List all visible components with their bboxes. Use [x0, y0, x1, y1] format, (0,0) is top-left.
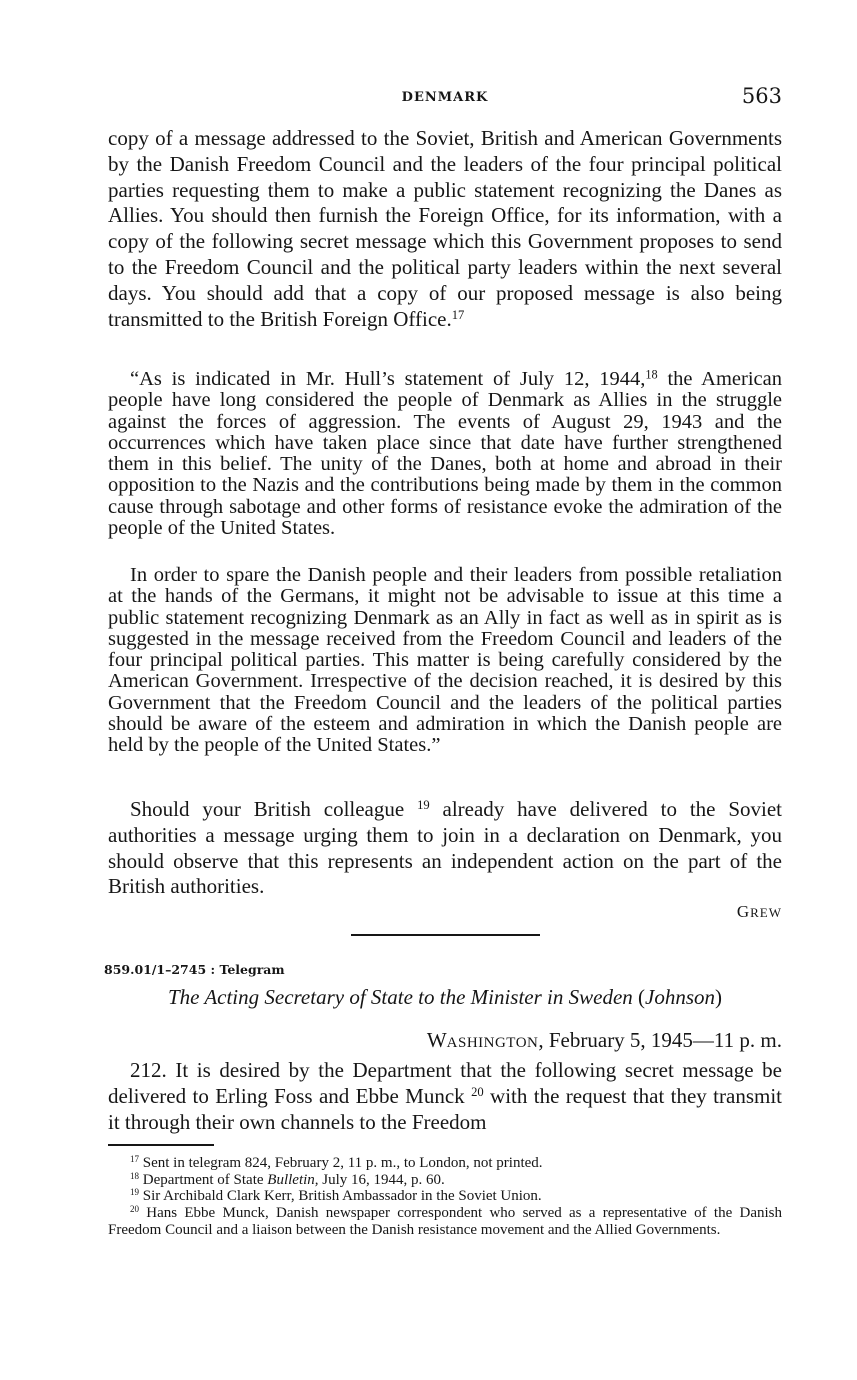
page-number: 563 [741, 84, 782, 108]
paragraph-instructions: copy of a message addressed to the Soviet, British and American Governments by the Danish Freedom Council and the leaders of the four principal political parties requesting them to make a public statement recognizing the Danes as Allies. You should then furnish the Foreign Office, for its information, with a copy of the following secret message which this Government proposes to send to the Freedom Council and the political party leaders within the next several days. You should add that a copy of our proposed message is also being transmitted to the British Foreign Office.$^{17}$ [108, 126, 782, 331]
paragraph-telegram-212: 212. It is desired by the Department that the following secret message be delivered to Erling Foss and Ebbe Munck $^{20}$ with the request that they transmit it through their own channels to the Freedom [108, 1058, 782, 1134]
quoted-message-paragraph-2: In order to spare the Danish people and their leaders from possible retaliation at the hands of the Germans, it might not be advisable to issue at this time a public statement recognizing Denmark as an Ally in fact as well as in spirit as is suggested in the message received from the Freedom Council and leaders of the four principal political parties. This matter is being carefully considered by the American Government. Irrespective of the decision reached, it is desired by this Government that the Freedom Council and the leaders of the political parties should be aware of the esteem and admiration in which the Danish people are held by the people of the United States.” [108, 564, 782, 757]
footnote-ref-18: 18 [645, 367, 658, 382]
dateline: WASHINGTON, February 5, 1945—11 p. m. [426, 1028, 782, 1052]
footnote-ref-17: 17 [451, 307, 465, 322]
running-title: DENMARK [401, 90, 489, 105]
footnote-rule [108, 1144, 214, 1146]
section-divider [351, 934, 540, 936]
file-reference: 859.01/1–2745 : Telegram [104, 962, 285, 977]
footnotes [108, 1155, 782, 1239]
document-heading: The Acting Secretary of State to the Minister in Sweden (Johnson) [167, 985, 723, 1009]
quoted-message-paragraph-1: “As is indicated in Mr. Hull’s statement of July 12, 1944,18 the American people have long considered the people of Denmark as Allies in the struggle against the forces of aggression. The events of August 29, 1943 and the occurrences which have taken place since that date have further strengthened them in this belief. The unity of the Danes, both at home and abroad in their opposition to the Nazis and the contributions being made by them in the common cause through sabotage and other forms of resistance evoke the admiration of the people of the United States. [108, 367, 783, 540]
footnote-ref-20: 20 [471, 1084, 484, 1099]
footnote-17: $^{17}$ Sent in telegram 824, February 2, 11 p. m., to London, not printed. [130, 1154, 543, 1171]
paragraph-british-colleague: Should your British colleague $^{19}$ already have delivered to the Soviet authorities a message urging them to join in a declaration on Denmark, you should observe that this represents an independent action on the part of the British authorities. [108, 797, 782, 899]
running-head [108, 84, 782, 110]
signature: GREW [736, 902, 782, 921]
footnote-18: $^{18}$ Department of State Bulletin, July 16, 1944, p. 60. [130, 1170, 445, 1188]
footnote-ref-19: 19 [417, 798, 430, 813]
footnote-19: $^{19}$ Sir Archibald Clark Kerr, British Ambassador in the Soviet Union. [130, 1187, 542, 1205]
footnote-20: $^{20}$ Hans Ebbe Munck, Danish newspaper correspondent who served as a representative of the Danish Freedom Council and a liaison between the Danish resistance movement and the Allied Governments. [108, 1204, 782, 1238]
